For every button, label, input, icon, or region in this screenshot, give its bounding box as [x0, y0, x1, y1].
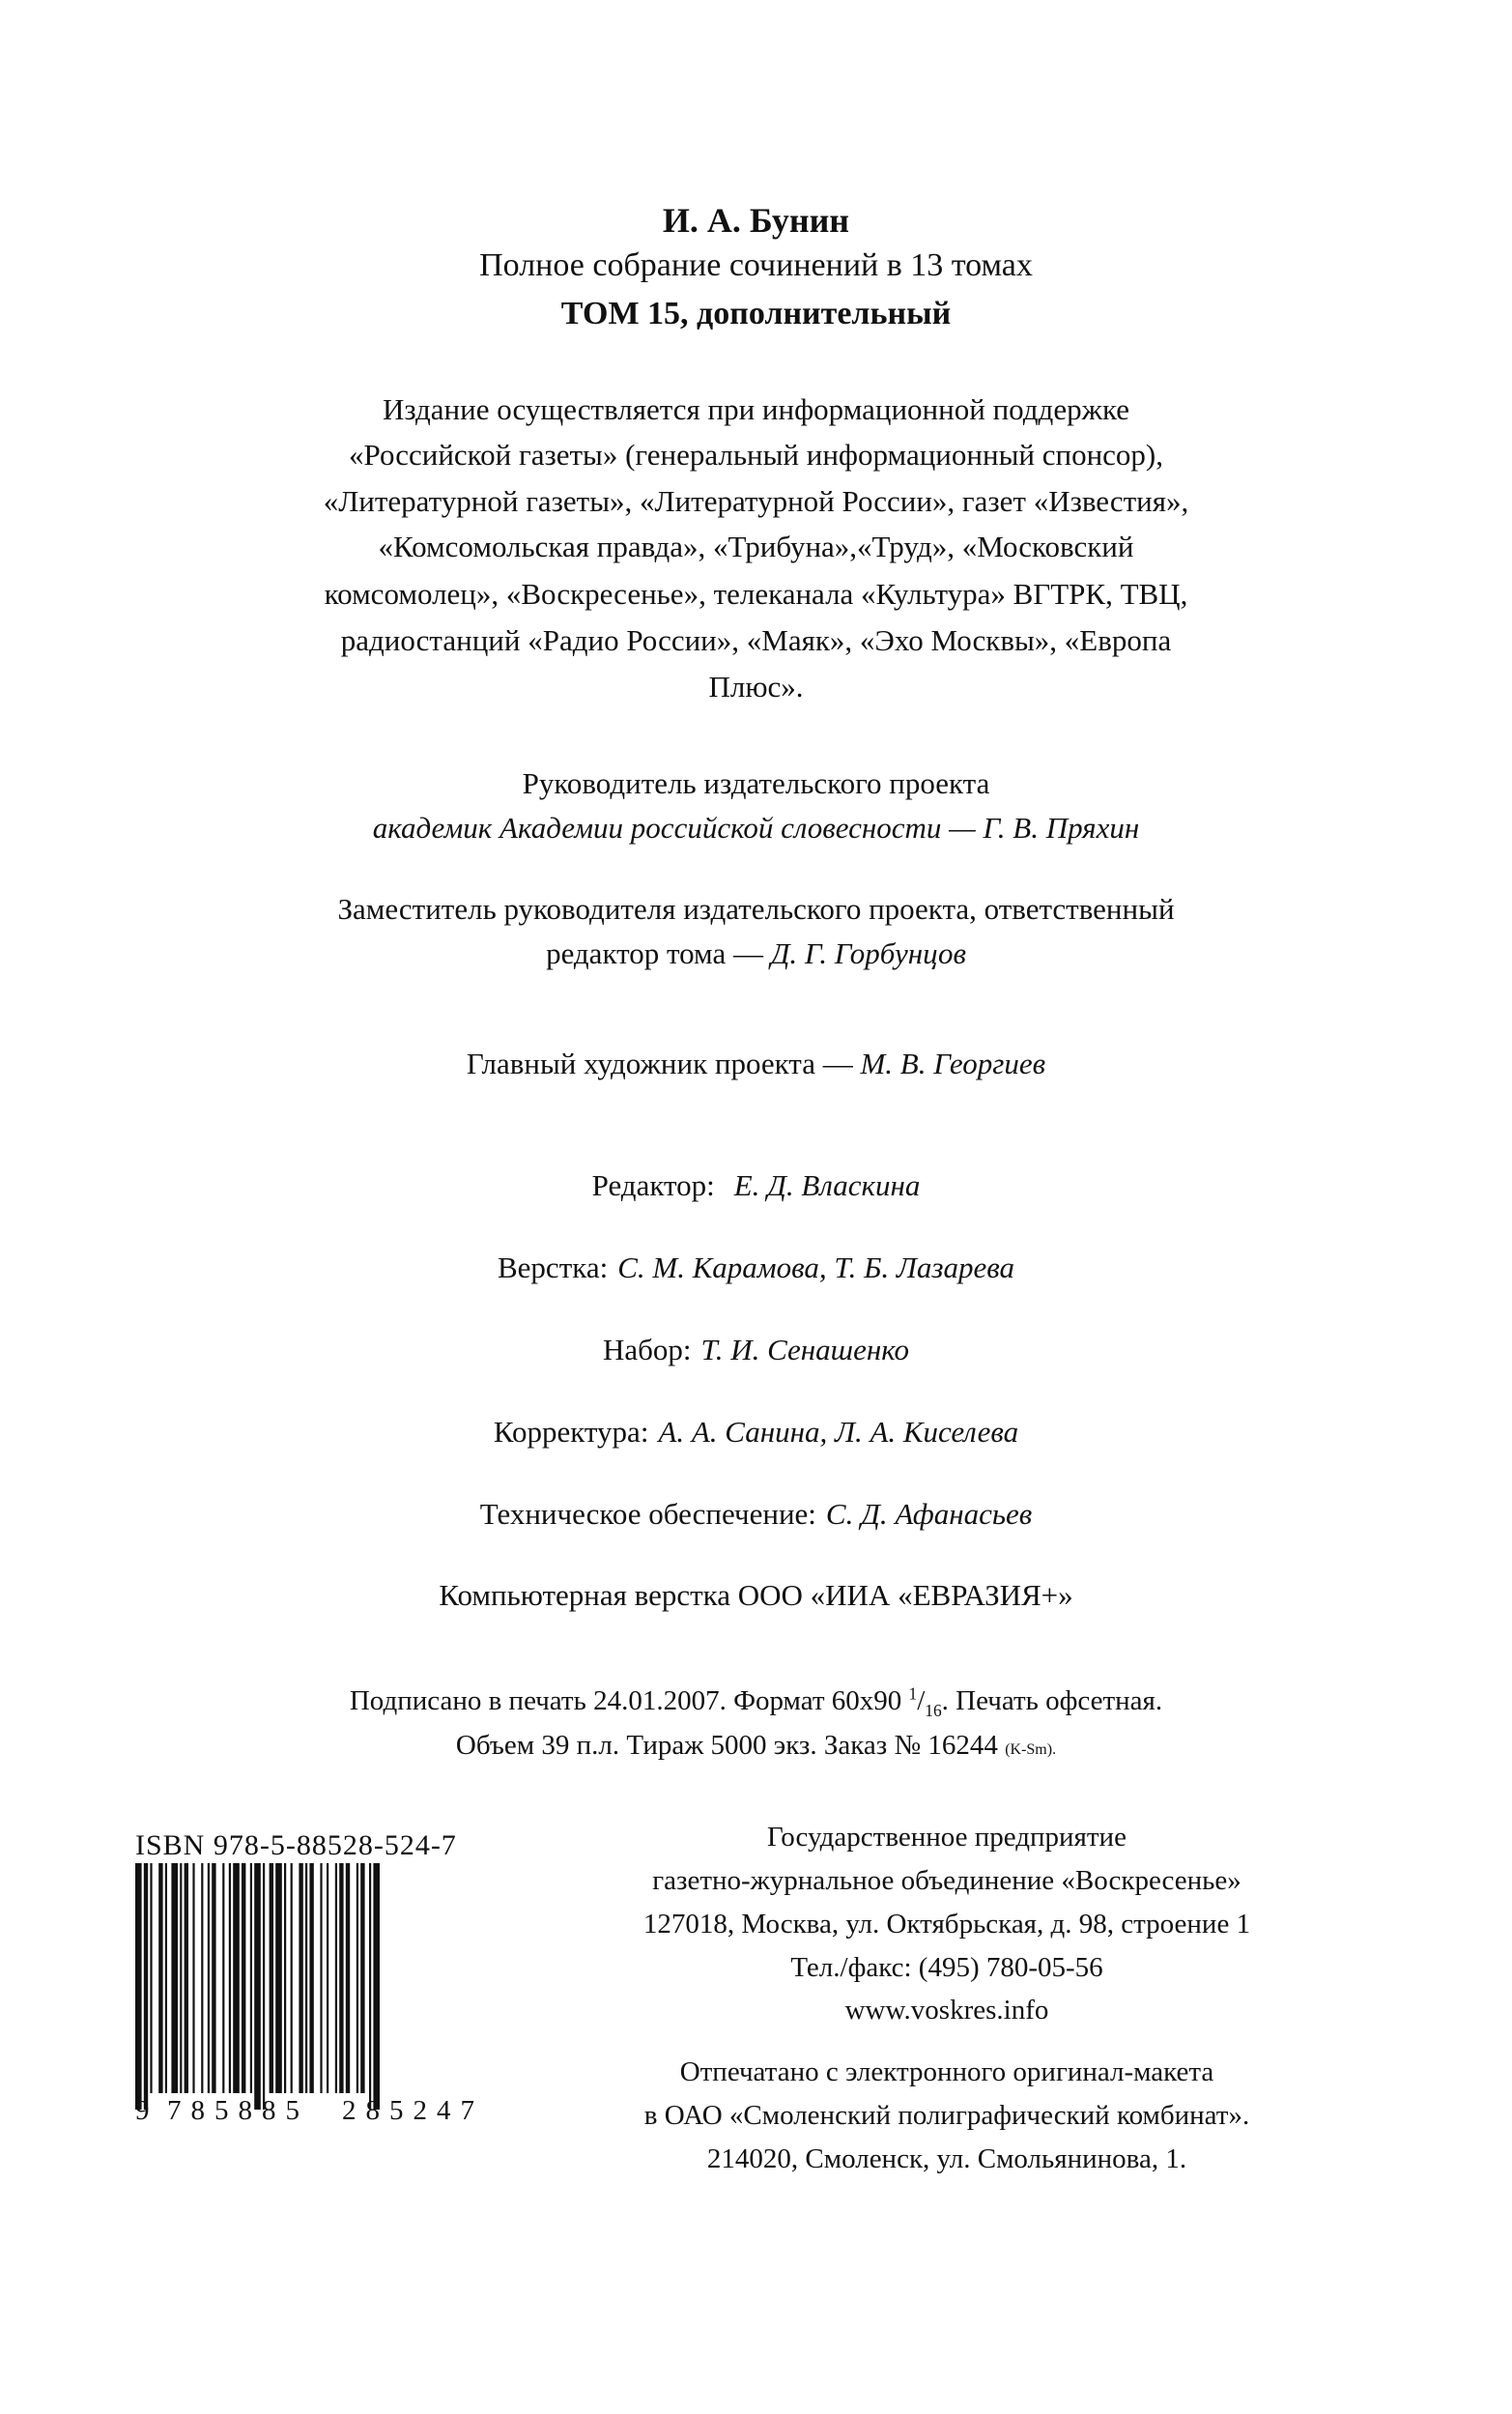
layout-label: Верстка: — [498, 1250, 609, 1284]
barcode-bar — [242, 1863, 245, 2093]
author-name: И. А. Бунин — [662, 201, 850, 240]
computer-layout-line: Компьютерная верстка ООО «ИИА «ЕВРАЗИЯ+» — [439, 1578, 1073, 1612]
deputy-label: Заместитель руководителя издательского проекта, ответственный — [337, 892, 1175, 926]
support-line: радиостанций «Радио России», «Маяк», «Эхо Москвы», «Европа — [340, 623, 1172, 657]
printer-line: 214020, Смоленск, ул. Смольянинова, 1. — [706, 2143, 1187, 2174]
publisher-line: Государственное предприятие — [767, 1822, 1127, 1853]
tech-line — [0, 1492, 1512, 1537]
barcode-bar — [270, 1863, 273, 2093]
barcode-bar — [150, 1863, 152, 2093]
deputy-role: редактор тома — — [546, 936, 771, 970]
typeset-line — [0, 1328, 1512, 1372]
tech-label: Техническое обеспечение: — [479, 1497, 816, 1531]
deputy-name: Д. Г. Горбунцов — [770, 936, 966, 970]
barcode-bar — [222, 1863, 224, 2093]
publisher-line: www.voskres.info — [844, 1995, 1049, 2026]
barcode-bar — [212, 1863, 215, 2093]
barcode-bar — [299, 1863, 302, 2093]
barcode-digits-right: 285247 — [342, 2095, 484, 2126]
typeset-name: Т. И. Сенашенко — [700, 1333, 910, 1366]
barcode-bar — [369, 1863, 371, 2110]
project-head-label: Руководитель издательского проекта — [522, 766, 990, 800]
barcode-bar — [144, 1863, 148, 2110]
barcode-bar — [284, 1863, 286, 2093]
barcode-bar — [305, 1863, 307, 2093]
editor-label: Редактор: — [591, 1168, 715, 1202]
printer-line: в ОАО «Смоленский полиграфический комбинат». — [643, 2100, 1250, 2131]
barcode-bar — [339, 1863, 343, 2093]
chief-artist-label: Главный художник проекта — — [466, 1047, 861, 1080]
chief-artist-line — [0, 1042, 1512, 1086]
editor-line — [0, 1164, 1512, 1208]
signed-prefix: Подписано в печать 24.01.2007. Формат 60х90 — [349, 1685, 909, 1716]
printer-line: Отпечатано с электронного оригинал-макета — [679, 2056, 1214, 2087]
support-line: «Литературной газеты», «Литературной России», газет «Известия», — [323, 484, 1189, 518]
proof-line — [0, 1410, 1512, 1454]
support-line: комсомолец», «Воскресенье», телеканала «Культура» ВГТРК, ТВЦ, — [324, 577, 1188, 611]
proof-name: А. А. Санина, Л. А. Киселева — [658, 1415, 1019, 1449]
barcode-bar — [233, 1863, 240, 2093]
barcode-bar — [229, 1863, 231, 2093]
barcode-bar — [192, 1863, 194, 2093]
barcode-bar — [309, 1863, 313, 2093]
barcode-bar — [158, 1863, 162, 2093]
support-line: «Российской газеты» (генеральный информационный спонсор), — [348, 438, 1164, 472]
barcode-digits-left: 785885 — [167, 2095, 309, 2126]
isbn-barcode — [135, 1863, 522, 2148]
tech-name: С. Д. Афанасьев — [825, 1497, 1033, 1531]
volume-title: ТОМ 15, дополнительный — [560, 296, 952, 331]
barcode-bar — [335, 1863, 337, 2093]
signed-suffix: . Печать офсетная. — [941, 1685, 1163, 1716]
barcode-bar — [180, 1863, 182, 2093]
barcode-bar — [263, 1863, 265, 2110]
isbn-label: ISBN 978-5-88528-524-7 — [135, 1829, 457, 1861]
print-run-text: Объем 39 п.л. Тираж 5000 экз. Заказ № 16244 — [455, 1730, 1006, 1761]
barcode-bar — [254, 1863, 261, 2110]
barcode-bars — [135, 1863, 522, 2110]
format-denominator: 16 — [925, 1700, 942, 1720]
barcode-bar — [171, 1863, 178, 2093]
publisher-line: 127018, Москва, ул. Октябрьская, д. 98, строение 1 — [642, 1909, 1251, 1940]
editor-name: Е. Д. Власкина — [733, 1168, 921, 1202]
proof-label: Корректура: — [493, 1415, 649, 1449]
chief-artist-name: М. В. Георгиев — [860, 1047, 1046, 1080]
barcode-bar — [275, 1863, 282, 2093]
layout-name: С. М. Карамова, Т. Б. Лазарева — [617, 1250, 1014, 1284]
typeset-label: Набор: — [602, 1333, 692, 1366]
layout-line — [0, 1246, 1512, 1290]
barcode-bar — [165, 1863, 167, 2093]
barcode-bar — [373, 1863, 380, 2110]
support-line: «Комсомольская правда», «Трибуна»,«Труд», «Московский — [378, 530, 1134, 563]
publisher-line: газетно-журнальное объединение «Воскресенье» — [652, 1865, 1241, 1896]
deputy-editor-line — [0, 932, 1512, 976]
barcode-bar — [250, 1863, 252, 2093]
barcode-bar — [327, 1863, 328, 2093]
barcode-bar — [135, 1863, 142, 2110]
series-title: Полное собрание сочинений в 13 томах — [479, 247, 1033, 283]
barcode-bar — [201, 1863, 203, 2093]
signed-to-print-line: Подписано в печать 24.01.2007. Формат 60х90 $^1/_{16}$. Печать офсетная. — [349, 1683, 1163, 1720]
barcode-bar — [291, 1863, 293, 2093]
barcode-digit-first: 9 — [135, 2095, 150, 2126]
print-run-line — [0, 1724, 1512, 1771]
format-numerator: 1 — [908, 1683, 918, 1704]
barcode-bar — [360, 1863, 364, 2093]
support-line: Плюс». — [708, 670, 804, 704]
barcode-bar — [185, 1863, 188, 2093]
barcode-bar — [357, 1863, 358, 2093]
publisher-line: Тел./факс: (495) 780-05-56 — [790, 1952, 1103, 1983]
order-code: (K-Sm). — [1005, 1741, 1057, 1758]
project-head-name: академик Академии российской словесности — Г. В. Пряхин — [372, 811, 1140, 845]
barcode-bar — [320, 1863, 322, 2093]
support-line: Издание осуществляется при информационной поддержке — [382, 392, 1130, 426]
barcode-bar — [208, 1863, 210, 2093]
barcode-bar — [346, 1863, 350, 2093]
